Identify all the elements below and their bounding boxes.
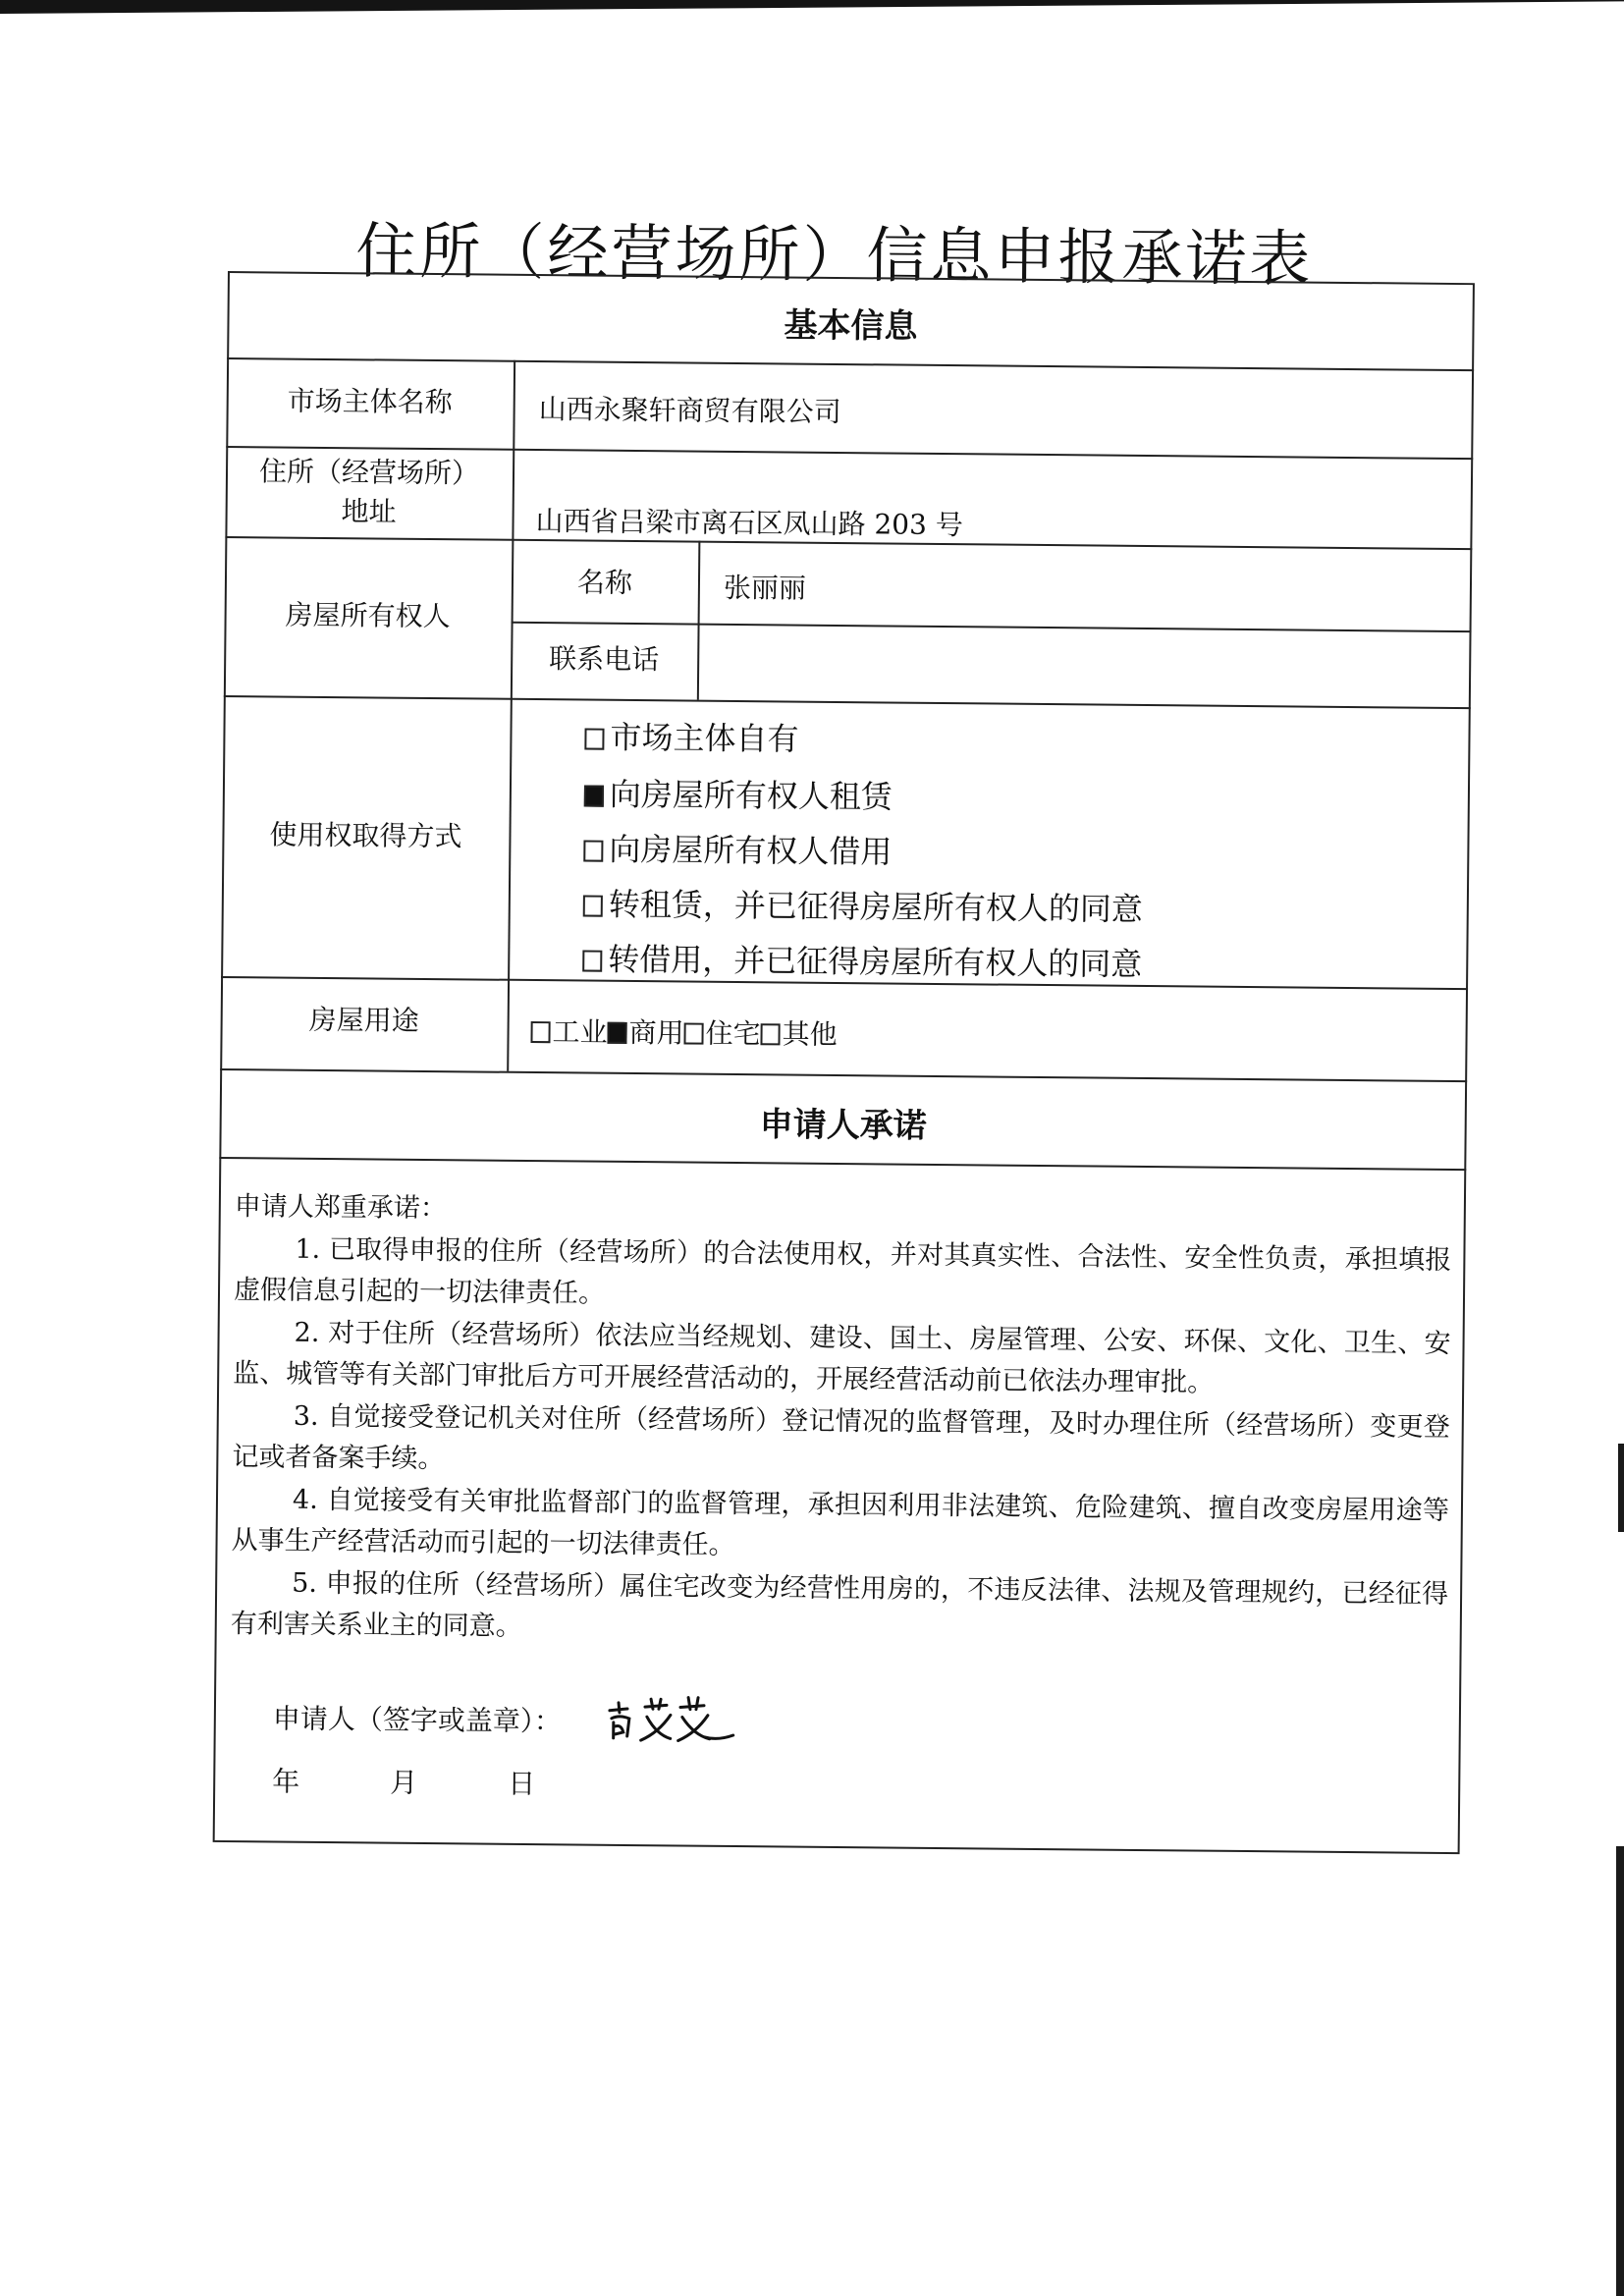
owner-name-value: 张丽丽 bbox=[723, 571, 807, 605]
scan-edge-right-upper bbox=[1618, 1444, 1624, 1532]
commitment-item-2: 2. 对于住所（经营场所）依法应当经规划、建设、国土、房屋管理、公安、环保、文化、卫生、安监、城管等有关部门审批后方可开展经营活动的，开展经营活动前已依法办理审批。 bbox=[233, 1317, 1451, 1398]
scan-edge-right bbox=[1616, 1846, 1624, 2296]
date-year-label: 年 bbox=[272, 1765, 300, 1798]
option-borrow-from-owner[interactable] bbox=[583, 825, 892, 873]
option-label: 商用 bbox=[628, 1015, 684, 1050]
document-title: 住所（经营场所）信息申报承诺表 bbox=[355, 214, 1314, 296]
house-use-commercial[interactable] bbox=[607, 1011, 683, 1052]
commitment-intro: 申请人郑重承诺： bbox=[234, 1191, 447, 1225]
option-sub-borrow[interactable] bbox=[582, 935, 1142, 985]
option-label: 工业 bbox=[552, 1015, 608, 1049]
option-label: 转借用，并已征得房屋所有权人的同意 bbox=[608, 940, 1143, 983]
checkbox[interactable] bbox=[584, 786, 604, 807]
checkbox[interactable] bbox=[584, 729, 604, 750]
commitment-item-3: 3. 自觉接受登记机关对住所（经营场所）登记情况的监督管理，及时办理住所（经营场所）变更登记或者备案手续。 bbox=[232, 1400, 1450, 1475]
handwritten-signature bbox=[602, 1689, 740, 1749]
declaration-form bbox=[213, 271, 1475, 1854]
option-label: 向房屋所有权人租赁 bbox=[609, 775, 893, 816]
section-basic-info: 基本信息 bbox=[784, 305, 918, 347]
option-label: 市场主体自有 bbox=[610, 718, 799, 758]
address-label-line2: 地址 bbox=[341, 495, 397, 528]
date-line bbox=[272, 1761, 625, 1803]
owner-label: 房屋所有权人 bbox=[285, 598, 451, 633]
option-label: 向房屋所有权人借用 bbox=[609, 830, 893, 871]
commitment-text bbox=[231, 1186, 1452, 1657]
entity-name-value: 山西永聚轩商贸有限公司 bbox=[538, 393, 841, 429]
house-use-industrial[interactable] bbox=[530, 1011, 607, 1051]
signature-label: 申请人（签字或盖章）： bbox=[272, 1702, 563, 1738]
checkbox[interactable] bbox=[583, 841, 603, 862]
house-use-label: 房屋用途 bbox=[308, 1003, 419, 1037]
checkbox[interactable] bbox=[530, 1021, 550, 1043]
address-label bbox=[225, 452, 513, 533]
date-month-label: 月 bbox=[390, 1766, 418, 1799]
house-use-other[interactable] bbox=[760, 1012, 837, 1053]
commitment-item-4: 4. 自觉接受有关审批监督部门的监督管理，承担因利用非法建筑、危险建筑、擅自改变房屋用途等从事生产经营活动而引起的一切法律责任。 bbox=[231, 1484, 1450, 1561]
checkbox[interactable] bbox=[582, 951, 602, 972]
entity-name-label: 市场主体名称 bbox=[287, 384, 453, 419]
house-use-options bbox=[530, 1011, 837, 1053]
option-sublease[interactable] bbox=[583, 880, 1143, 930]
usage-right-label: 使用权取得方式 bbox=[269, 818, 462, 853]
date-day-label: 日 bbox=[508, 1767, 536, 1801]
checkbox[interactable] bbox=[761, 1023, 781, 1045]
house-use-residential[interactable] bbox=[683, 1011, 760, 1052]
section-applicant-commitment: 申请人承诺 bbox=[759, 1105, 927, 1146]
checkbox[interactable] bbox=[583, 896, 603, 917]
checkbox[interactable] bbox=[683, 1022, 703, 1044]
commitment-item-5: 5. 申报的住所（经营场所）属住宅改变为经营性用房的，不违反法律、法规及管理规约，已经征得有利害关系业主的同意。 bbox=[230, 1567, 1449, 1642]
option-self-owned[interactable] bbox=[584, 713, 798, 760]
checkbox[interactable] bbox=[607, 1022, 626, 1044]
scan-edge-top bbox=[0, 0, 1624, 14]
owner-phone-label: 联系电话 bbox=[549, 642, 660, 677]
commitment-item-1: 1. 已取得申报的住所（经营场所）的合法使用权，并对其真实性、合法性、安全性负责，承担填报虚假信息引起的一切法律责任。 bbox=[233, 1233, 1452, 1309]
option-rent-from-owner[interactable] bbox=[584, 770, 893, 818]
address-value: 山西省吕梁市离石区凤山路 203 号 bbox=[535, 505, 963, 542]
option-label: 转租赁，并已征得房屋所有权人的同意 bbox=[608, 885, 1144, 928]
option-label: 其他 bbox=[782, 1017, 838, 1051]
address-label-line1: 住所（经营场所） bbox=[258, 455, 480, 490]
option-label: 住宅 bbox=[705, 1016, 761, 1051]
owner-name-label: 名称 bbox=[576, 566, 633, 599]
